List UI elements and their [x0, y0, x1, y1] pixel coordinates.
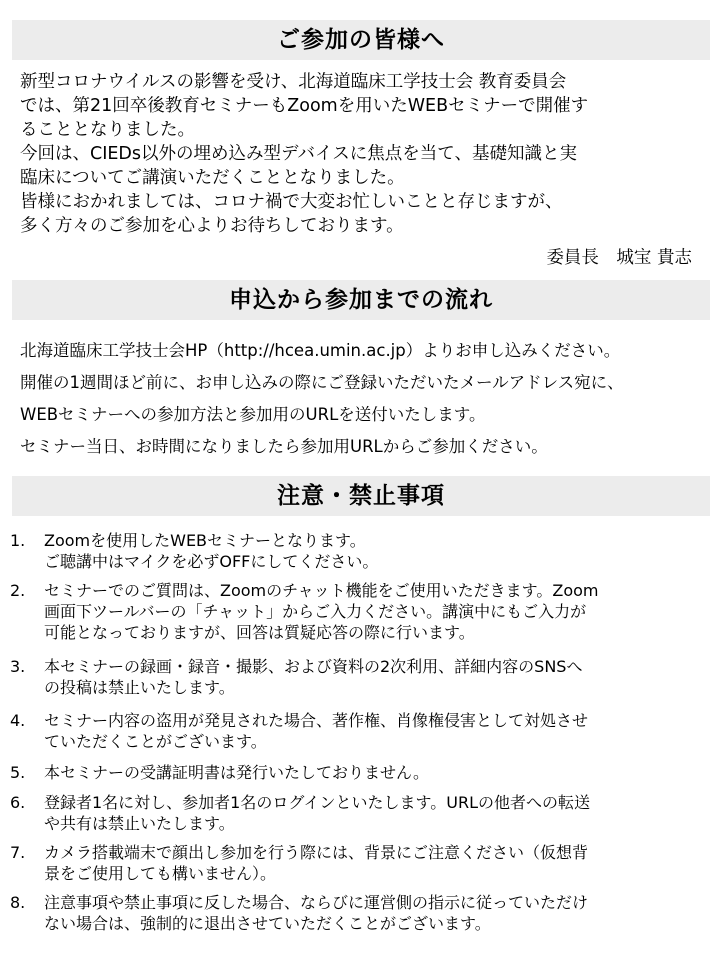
- notes-heading: 注意・禁止事項: [12, 476, 710, 516]
- note-number: 1.: [10, 531, 26, 550]
- greeting-line: 新型コロナウイルスの影響を受け、北海道臨床工学技士会 教育委員会: [20, 72, 567, 92]
- note-line: 本セミナーの録画・録音・撮影、および資料の2次利用、詳細内容のSNSへ: [44, 657, 583, 676]
- note-number: 5.: [10, 763, 26, 782]
- greeting-heading: ご参加の皆様へ: [12, 20, 710, 60]
- greeting-line: 多く方々のご参加を心よりお待ちしております。: [20, 216, 404, 236]
- note-line: や共有は禁止いたします。: [44, 814, 235, 833]
- note-line: ご聴講中はマイクを必ずOFFにしてください。: [44, 552, 379, 571]
- note-line: ていただくことがございます。: [44, 732, 267, 751]
- note-number: 6.: [10, 793, 26, 812]
- note-line: ない場合は、強制的に退出させていただくことがございます。: [44, 914, 491, 933]
- note-text: [44, 762, 429, 783]
- greeting-line: では、第21回卒後教育セミナーもZoomを用いたWEBセミナーで開催す: [20, 96, 589, 116]
- greeting-signature: 委員長 城宝 貴志: [546, 248, 692, 268]
- note-text: [44, 792, 590, 834]
- note-line: 本セミナーの受講証明書は発行いたしておりません。: [44, 763, 429, 782]
- flow-step: WEBセミナーへの参加方法と参加用のURLを送付いたします。: [20, 405, 486, 424]
- note-text: [44, 892, 588, 934]
- note-line: 画面下ツールバーの「チャット」からご入力ください。講演中にもご入力が: [44, 602, 587, 621]
- note-text: [44, 710, 588, 752]
- flow-step: 開催の1週間ほど前に、お申し込みの際にご登録いただいたメールアドレス宛に、: [20, 373, 624, 392]
- greeting-line: 皆様におかれましては、コロナ禍で大変お忙しいことと存じますが、: [20, 192, 563, 212]
- note-number: 7.: [10, 843, 26, 862]
- note-line: セミナー内容の盗用が発見された場合、著作権、肖像権侵害として対処させ: [44, 711, 589, 730]
- note-line: の投稿は禁止いたします。: [44, 678, 235, 697]
- note-line: セミナーでのご質問は、Zoomのチャット機能をご使用いただきます。Zoom: [44, 581, 599, 600]
- note-number: 8.: [10, 893, 26, 912]
- note-number: 2.: [10, 581, 26, 600]
- note-text: [44, 656, 582, 698]
- flow-step: 北海道臨床工学技士会HP（http://hcea.umin.ac.jp）よりお申し込みください。: [20, 341, 621, 360]
- note-line: 可能となっておりますが、回答は質疑応答の際に行います。: [44, 623, 475, 642]
- note-text: [44, 580, 599, 643]
- note-text: [44, 842, 588, 884]
- flow-heading: 申込から参加までの流れ: [12, 280, 710, 320]
- note-line: カメラ搭載端末で顔出し参加を行う際には、背景にご注意ください（仮想背: [44, 843, 589, 862]
- note-text: [44, 530, 378, 572]
- greeting-message: [20, 70, 710, 238]
- greeting-line: ることとなりました。: [20, 120, 195, 140]
- flow-step: セミナー当日、お時間になりましたら参加用URLからご参加ください。: [20, 437, 548, 456]
- note-number: 3.: [10, 657, 26, 676]
- greeting-line: 今回は、CIEDs以外の埋め込み型デバイスに焦点を当て、基礎知識と実: [20, 144, 577, 164]
- note-number: 4.: [10, 711, 26, 730]
- note-line: Zoomを使用したWEBセミナーとなります。: [44, 531, 366, 550]
- greeting-line: 臨床についてご講演いただくこととなりました。: [20, 168, 405, 188]
- note-line: 景をご使用しても構いません）。: [44, 864, 277, 883]
- note-line: 注意事項や禁止事項に反した場合、ならびに運営側の指示に従っていただけ: [44, 893, 589, 912]
- note-line: 登録者1名に対し、参加者1名のログインといたします。URLの他者への転送: [44, 793, 591, 812]
